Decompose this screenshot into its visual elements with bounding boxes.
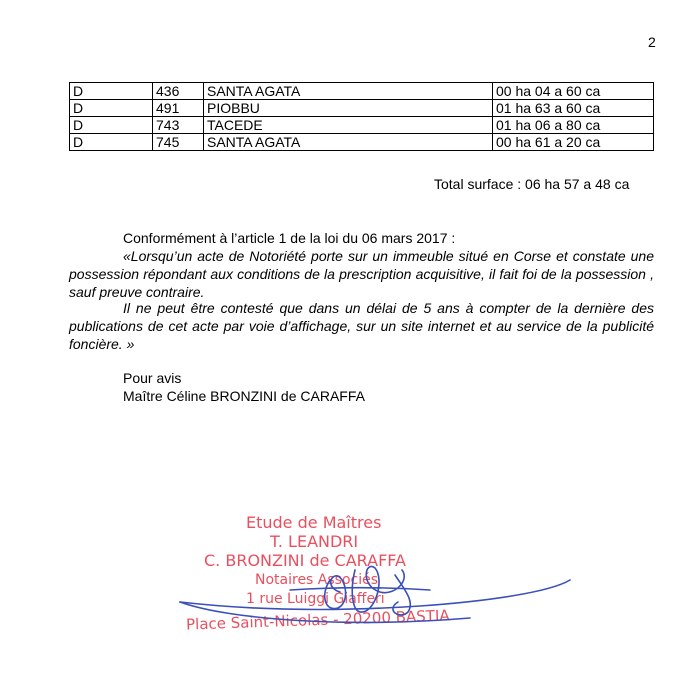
cell-section: D [70, 83, 153, 100]
page-number: 2 [648, 34, 656, 50]
stamp-line-6: Place Saint-Nicolas - 20200 BASTIA [185, 606, 450, 634]
legal-quote-paragraph-2 [69, 299, 654, 353]
cell-place: TACEDE [204, 117, 493, 134]
cell-number: 745 [153, 134, 204, 151]
cell-number: 436 [153, 83, 204, 100]
total-surface: Total surface : 06 ha 57 a 48 ca [434, 176, 630, 192]
cell-place: SANTA AGATA [204, 83, 493, 100]
parcels-table [69, 82, 654, 151]
stamp-line-3: C. BRONZINI de CARAFFA [204, 551, 406, 570]
cell-place: PIOBBU [204, 100, 493, 117]
cell-area: 01 ha 63 a 60 ca [493, 100, 654, 117]
cell-area: 01 ha 06 a 80 ca [493, 117, 654, 134]
handwritten-signature [170, 540, 590, 630]
cell-area: 00 ha 04 a 60 ca [493, 83, 654, 100]
cell-section: D [70, 100, 153, 117]
cell-section: D [70, 134, 153, 151]
signatory-name: Maître Céline BRONZINI de CARAFFA [123, 388, 365, 404]
cell-number: 491 [153, 100, 204, 117]
table-row [70, 83, 654, 100]
stamp-line-2: T. LEANDRI [270, 532, 359, 551]
stamp-line-4: Notaires Associés [255, 572, 379, 588]
stamp-line-5: 1 rue Luiggi Giafferi [246, 591, 385, 607]
legal-intro: Conformément à l’article 1 de la loi du 06 mars 2017 : [123, 230, 456, 246]
table-row [70, 100, 654, 117]
cell-place: SANTA AGATA [204, 134, 493, 151]
legal-quote-2-text: Il ne peut être contesté que dans un délai de 5 ans à compter de la dernière des publications de cet acte par voie d’affichage, sur un site internet et au service de la publicité foncière. » [69, 300, 654, 352]
legal-quote-1-text: «Lorsqu’un acte de Notoriété porte sur un immeuble situé en Corse et constate une possession répondant aux conditions de la prescription acquisitive, il fait foi de la possession , sauf preuve contraire. [69, 248, 654, 300]
legal-quote-paragraph-1 [69, 247, 654, 301]
cell-section: D [70, 117, 153, 134]
table-row [70, 117, 654, 134]
pour-avis: Pour avis [123, 370, 182, 386]
cell-number: 743 [153, 117, 204, 134]
cell-area: 00 ha 61 a 20 ca [493, 134, 654, 151]
table-row [70, 134, 654, 151]
stamp-line-1: Etude de Maîtres [246, 513, 382, 532]
